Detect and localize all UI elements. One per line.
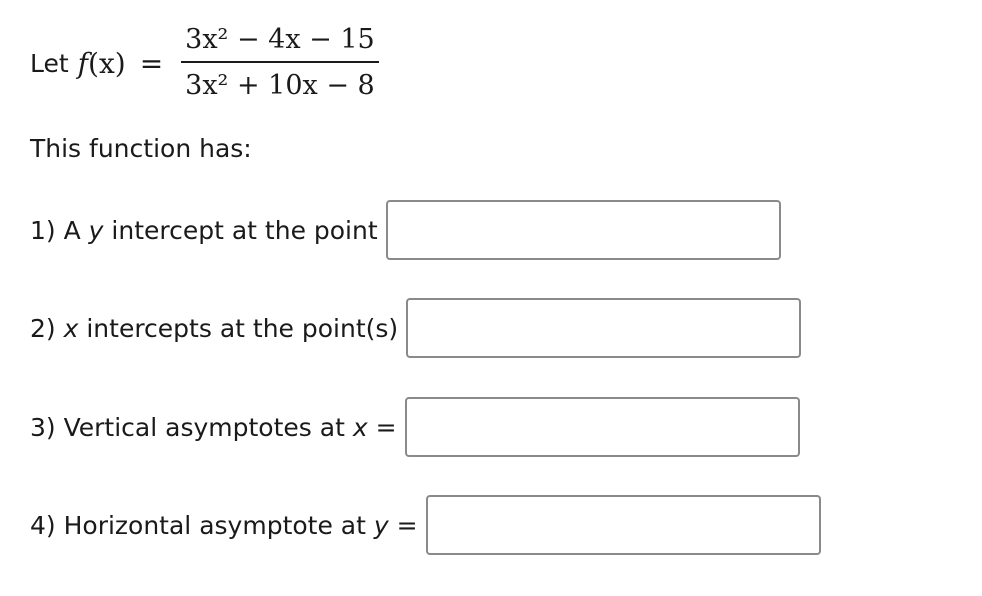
question-label-suffix: =: [367, 412, 397, 442]
let-label: Let: [30, 48, 69, 78]
function-argument: (x): [88, 46, 126, 80]
question-label-suffix: intercepts at the point(s): [78, 313, 399, 343]
function-definition: [30, 18, 379, 108]
vertical-asymptotes-input[interactable]: [405, 397, 800, 457]
fraction-bar: [181, 61, 379, 63]
fraction-numerator: 3x² − 4x − 15: [185, 24, 375, 55]
question-horizontal-asymptote: [30, 495, 821, 555]
prompt-text: This function has:: [30, 134, 252, 163]
question-label-prefix: 1) A: [30, 215, 89, 245]
question-x-intercepts: [30, 298, 801, 358]
question-label-prefix: 4) Horizontal asymptote at: [30, 510, 374, 540]
equals-sign: =: [139, 46, 164, 80]
question-vertical-asymptotes: [30, 397, 800, 457]
fraction-denominator: 3x² + 10x − 8: [185, 70, 375, 101]
function-name: f: [77, 46, 89, 80]
y-intercept-input[interactable]: [386, 200, 781, 260]
question-variable: x: [63, 313, 79, 343]
question-variable: y: [373, 510, 389, 540]
horizontal-asymptote-input[interactable]: [426, 495, 821, 555]
question-y-intercept: [30, 200, 781, 260]
question-variable: y: [88, 215, 104, 245]
question-variable: x: [352, 412, 368, 442]
x-intercepts-input[interactable]: [406, 298, 801, 358]
rational-fraction: [181, 23, 379, 103]
question-label-suffix: intercept at the point: [103, 215, 378, 245]
question-label-prefix: 2): [30, 313, 64, 343]
question-label-prefix: 3) Vertical asymptotes at: [30, 412, 353, 442]
question-label-suffix: =: [388, 510, 418, 540]
